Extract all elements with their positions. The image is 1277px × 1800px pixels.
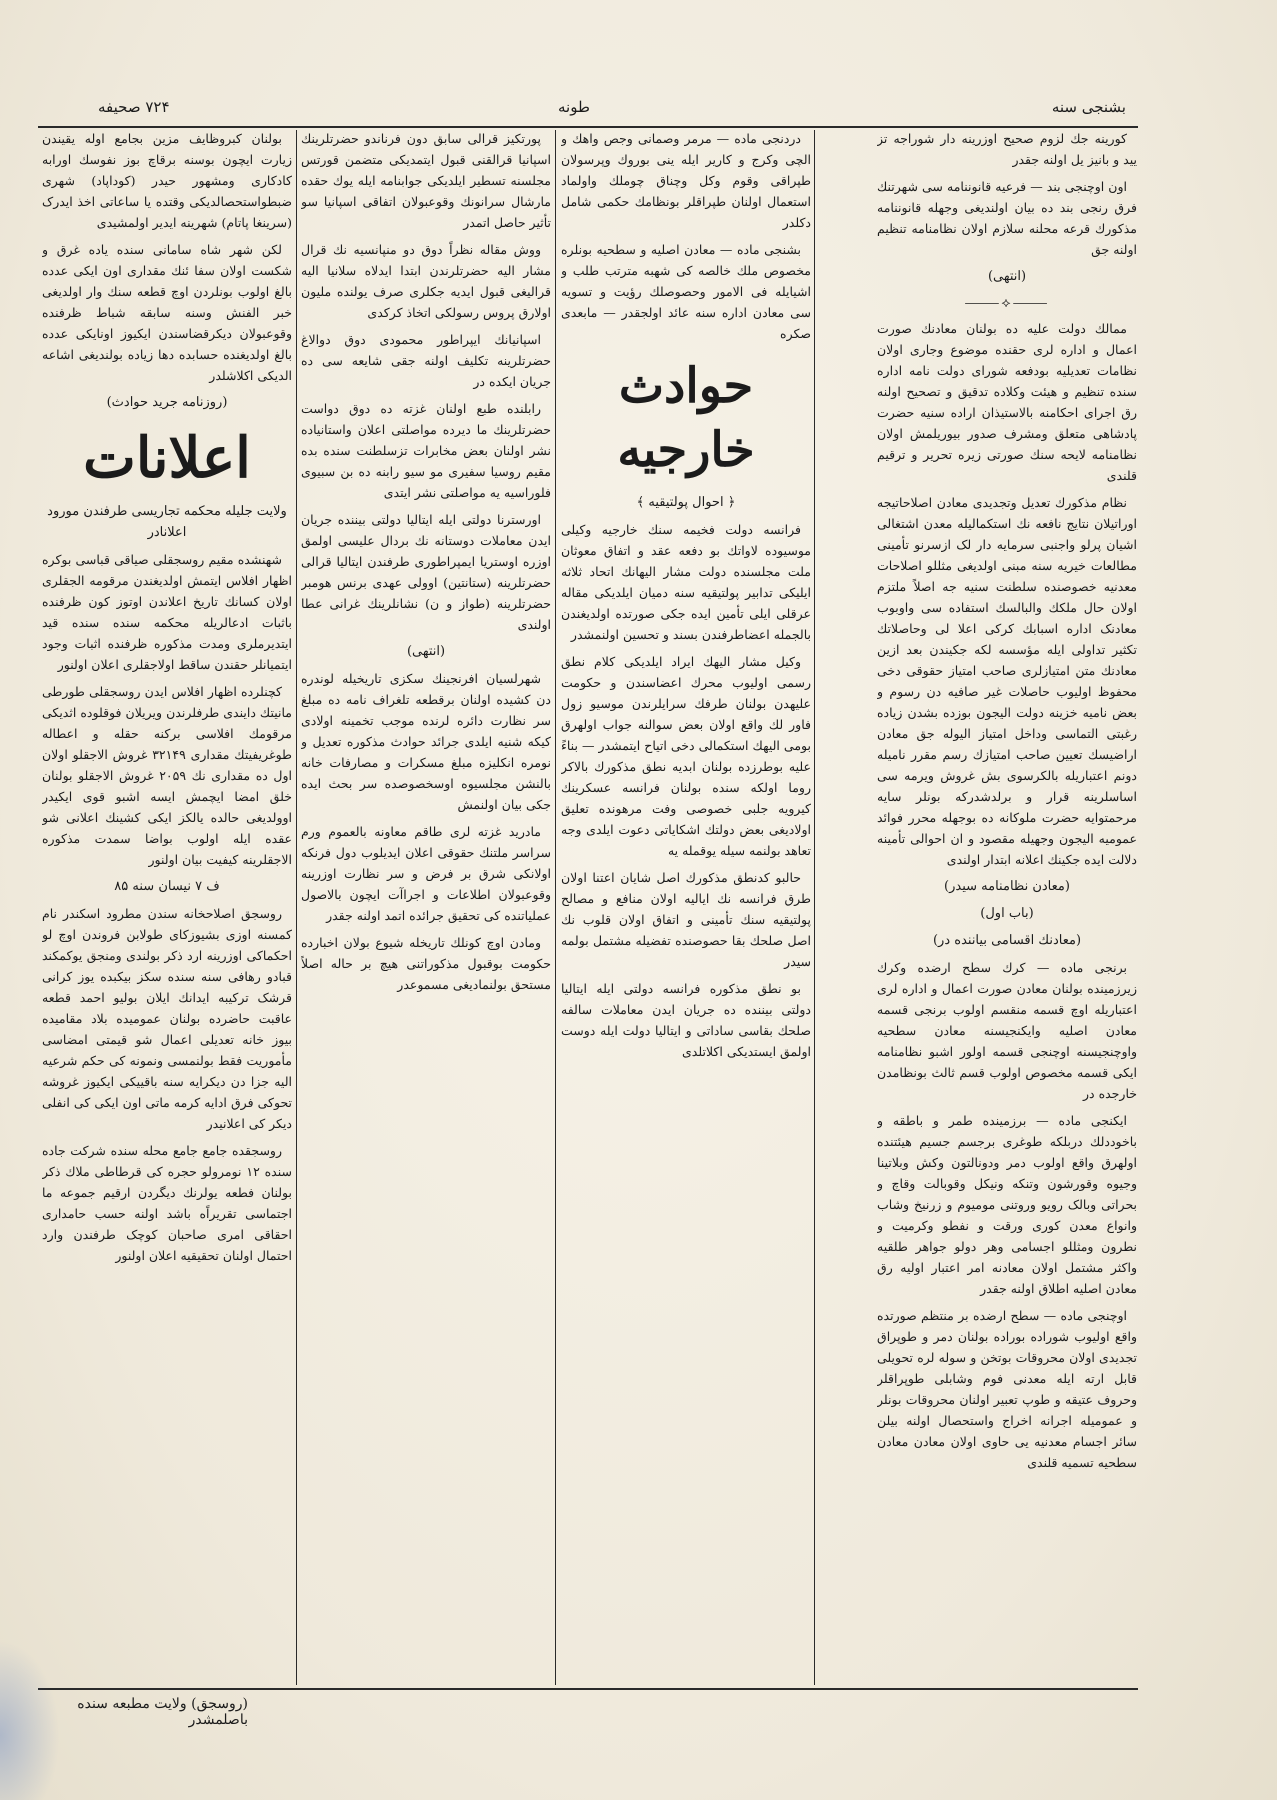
column-2 (42, 128, 292, 1683)
ad-item: کچنلرده اظهار افلاس ایدن روسجقلی طورطی مانیتك دایندی طرفلرندن ویریلان فوقلوده اثدیکی مرقومك افلاسی برکنه حقله و اعطاله طوغریفیتك مقداری ۳۲۱۴۹ غروش الاجقلو اولان اول ده مقداری نك ۲۰۵۹ غروش الاجقلو بولنان خلق امضا ایچمش ایسه اشبو قوی ایکیدر اوولدیغی حالده یالکز ایکی کشینك اعلانی شو عقده ایله اولوب بواضا سمدت مذکوره الاجقلرینه کیفیت بیان اولنور (42, 684, 292, 867)
paragraph: بو نطق مذکوره فرانسه دولتی ایله ایتالیا دولتی بیننده ده جریان ایدن معاملات سالفه صلحك بقاسی ساداتی و ایتالیا دولت ایله دوست اولمق ایستدیکی اکلاتلدی (561, 981, 811, 1059)
paragraph: اون اوچنجی بند — فرعیه قانوننامه سی شهرتنك فرق رنجی بند ده بیان اولندیغی وجهله قانوننامه مذکورك قرعه محلنه سلازم اولان نظامنامه تنظیم اولنه جق (877, 179, 1137, 257)
paragraph: اوچنجی ماده — سطح ارضده بر منتظم صورتده واقع اولیوب شوراده بوراده بولنان دمر و طوپراق تجدیدی اولان محروقات بوتخن و سوله لره تحویلی قابل ارته ایله معدنی فوم وشابلی طوپراقلر وحروف عتیقه و طوپ تعبیر اولنان محروقات بونلر و عمومیله اجرانه اخراج واستحصال اولنه بیلن سائر اجسام معدنیه یی حاوی اولان معادن معادن سطحیه تسمیه قلندی (877, 1308, 1137, 1470)
column-divider-3 (814, 130, 815, 1685)
end-marker: (انتهی) (987, 269, 1027, 284)
paragraph: رابلنده طبع اولنان غزته ده دوق دواست حضرتلرینك ما دیرده مواصلتی اعلان واستانیاده نشر اولنان بعض مخابرات تزسلطنت سنده بده مقیم روسیا سفیری مو سیو رابنه ده بن سبیوی فلوراسیه یه مواصلتی نشر ایتدی (301, 401, 551, 500)
paragraph: پورتکیز قرالی سابق دون فرناندو حضرتلرینك اسپانیا قرالقنی قبول ایتمدیکی متضمن قورتس مجلسنه تسطیر ایلدیکی جوابنامه ایله یوك حقده مارشال سرانونك وقوعبولان اتفاقی اسپانیا سو تأثیر حاصل اتمدر (301, 131, 551, 230)
ads-title: اعلانات (83, 425, 251, 491)
paragraph: اسپانیانك ایپراطور محمودی دوق دوالاغ حضرتلرینه تکلیف اولنه جقی شایعه سی ده جریان ایکده در (301, 332, 551, 389)
page-footer (38, 1692, 1138, 1728)
foreign-news-title: حوادث خارجیه (617, 358, 755, 478)
paragraph: دردنجی ماده — مرمر وصمانی وجص واهك و الچی وکرج و کاریر ایله ینی بوروك وپرسولان طپراقی وقوم وکل وچناق چوملك واولماد استعمال اولنان طپراقلر بونظامك حکمی شامل دکلدر (561, 131, 811, 230)
header-page-number: ۷۲۴ صحیفه (98, 98, 170, 116)
paragraph: نظام مذکورك تعدیل وتجدیدی معادن اصلاحاتیجه اوراتیلان نتایج نافعه نك استکمالیله معدن اشتغالی اشیان پرلو واجنبی سرمایه دار لک ازسرنو تأمینی مطالعات خیریه سنه مبنی اولدیغی مثللو اصلاحات معدنیه خصوصنده سلطنت سنیه جه اصلاً ملتزم اولان حال ملکك والبالسك استفاده سی واوبوب معادنک اداره اسبابك کرکی اعلا لی وحاصلاتك تکثیر تداولی ایله مؤسسه لکه جکیندن بعد ازین معادنك متن امتیازلری صاحب امتیاز حقوقی دخی محفوظ اولیوب حاصلات غیر صافیه دن رسوم و بعض نامیه خزینه دولت الیجون بوزده بشدن زیاده رغبتی التماسی وداخل امتیاز الیوله جق معادن اراضیسك تعیین صاحب امتیازك رسم مقرر نامیله دونم اعتباریله بالکرسوی بش غروش ویرمه سی اساسلرینه قرار و برلدشدرکه بونلر سایه مرحمتوایه حضرت ملوکانه ده بوجهله محرر فوائد عمومیه الیجون وجهیله مقصود و ان احوالی تأمینه دلالت ایده جکینك اعلانه ابتدار اولندی (877, 495, 1137, 867)
ads-subtitle: ولایت جلیله محکمه تجاریسی طرفندن مورود اعلانادر (47, 504, 287, 540)
paragraph: شهرلسیان افرنجینك سکزی تاریخیله لوندره دن کشیده اولنان برقطعه تلغراف نامه ده مبلغ سر نظارت دائره لرنده موجب تخمینه اولادی کیکه شنیه ایلدی جرائد حوادث مذکوره تعدیل و نومره انكلیزه مبلغ مسکرات و مصارفات خانه بالنشن مجلسیوه اوسخصوصده سر بحث ایده جکی بیان اولنمش (301, 671, 551, 812)
column-divider-2 (555, 130, 556, 1685)
paragraph: ایکنجی ماده — برزمینده طمر و باطقه و باخوددلك دربلکه طوغری برجسم جسیم هیئتنده اولهرق واقع اولوب دمر ودونالتون وکش وبلاتینا وجیوه وقورشون وتنکه ونیکل وقوبالت وقاچ و بحراتی وبالک رویو وروتنی مومیوم و زرنیخ وشاب وانواع معدن کوری ورقت و نفطو وکرمیت و نطرون ومثللو اجسامی وهر دولو جواهر طلقیه واکثر مشتمل اولان معادنه امر اعتبار اولیه رق معادن اصلیه اطلاق اولنه جقدر (877, 1113, 1137, 1296)
ink-smudge (0, 1640, 60, 1800)
footer-rule (38, 1688, 1138, 1690)
ad-date: ف ۷ نیسان سنه ۸۵ (114, 879, 220, 894)
paragraph: ممالك دولت علیه ده بولنان معادنك صورت اعمال و اداره لری حقنده موضوع وجاری اولان نظامات تعدیلیه بودفعه شورای دولت نامه اداره سنده تنظیم و هیئت وکلاده تدقیق و تصحیح اولنه رق اجرای احکامنه بالاستیذان اراده سنیه حضرت پادشاهی متعلق ومشرف صدور بیوریلمش اولان نظامنامه لایحه سنك صورتی زیره تحریر و ترقیم قلندی (877, 321, 1137, 483)
paragraph: بشنجی ماده — معادن اصلیه و سطحیه بونلره مخصوص ملك خالصه كی شهبه مترتب طلب و اشیایله فی الامور وحصوصلك رؤیت و تسویه سی معادن اداره سنه عائد اولجقدر — مابعدی صکره (561, 242, 811, 341)
column-3 (301, 128, 551, 1683)
paragraph: برنجی ماده — کرك سطح ارضده وکرك زیرزمینده بولنان معادن صورت اعمال و اداره لری اعتباریله اوچ قسمه منقسم اولوب برنجی قسمه معادن اصلیه وایکنجیسنه معادن سطحیه واوچنجیسنه اوچنجی قسمه اولور اشبو نظامنامه ایکی قسمه مخصوص اولوب قسم ثالث بونظامدن خارجده در (877, 960, 1137, 1101)
ornament-divider: ⸻⟡⸻ (964, 295, 1050, 311)
paragraph: بولنان کبروظایف مزین بجامع اوله یقیندن زیارت ایچون بوسنه برقاچ بوز نفوسك اورابه کادکاری ومشهور حیدر (کوداپاد) شهری ضبطواستحصالدیکی وقتده یا ساعاتی اخذ ایدرک (سرینغا پاتام) شهرینه ایدیر اولمشیدی (42, 131, 292, 230)
paragraph: وکیل مشار الیهك ایراد ایلدیکی کلام نطق رسمی اولیوب محرك اعضاسندن و حکومت علیهدن بولنان طرفك سرایلرندن موسیو زول فاور لك واقع اولان بعض سوالنه جواب اولهرق بومی الیهك استکمالی دخی اتیاح ایتمشدر — بناءً علیه بوطرزده بولنان ابدیه نطق مذکورك بالاكر روما اولكه سنده بولنان فرانسه عسكرینك كیرویه جلبی خصوصی وفت مرهونده تعلیق اولادیغی بعض دولتك اشكاياتی دعوت ایلدی وجه تعاهد بولنمه سیله یوقمله یه (561, 654, 811, 858)
page-header (38, 92, 1138, 128)
paragraph: حالبو کدنطق مذکورك اصل شایان اعتنا اولان طرق فرانسه نك ایالیه اولان منافع و مصالح پولتیقیه سنك تأمینی و اتفاق اولان قلوب نك اصل صلحك بقا حصوصنده تفضیله مشتمل بولمه سیدر (561, 870, 811, 969)
paragraph: فرانسه دولت فخیمه سنك خارجیه وكيلی موسیوده لاواتك بو دفعه عقد و اتفاق معوثان ملت مجلسنده دولت مشار الیهانك اتحاد ثلاثه ايلیکی تدابیر پولتیقیه سنه دمیان ایلدیکی مقاله عرقلی ایلی تأمین ایده جکی صورتده اولدیغندن بالجمله اعضاطرفندن بسند و تحسین اولنمشدر (561, 522, 811, 642)
end-marker: (انتهی) (406, 644, 446, 659)
column-5 (877, 128, 1137, 1683)
section-heading: (باب اول) (980, 906, 1034, 921)
paragraph: مادرید غزته لری طاقم معاونه بالعموم ورم سراسر ملتنك حقوقی اعلان ایدیلوب دول فرنكه اولانکی شرق بر فرض و سر نظارت اوزرینه وقوعبولان اطلاعات و اجراآت ایچون بالاصول عملیاتنده کی تحقیق جرائده اتمد اولنه جقدر (301, 824, 551, 923)
section-heading: (معادن نظامنامه سیدر) (944, 879, 1070, 894)
paragraph: لکن شهر شاه سامانی سنده یاده غرق و شکست اولان سفا ئنك مقداری اون ایکی عدده بالغ اولوب بونلردن اوچ قطعه سنك وار اولدیغی خبر الفنش وسنه سابقه شباط ظرفنده وقوعبولان دیکرقضاسندن ایکیوز اونایکی عدده بالغ اولدیغنده حسابده دها زیاده بولندیغی اشاعه الدیکی اکلاشلدر (42, 242, 292, 383)
paragraph: کورینه جك لزوم صحیح اوزرینه دار شوراجه تز یید و بانیز یل اولنه جقدر (877, 131, 1137, 167)
ad-item: شهنشده مقیم روسجقلی صیاقی قباسی بوکره اظهار افلاس ایتمش اولدیغندن مرقومه الجقلری اولان کسانك تاریخ اعلاندن اوتوز کون ظرفنده باثبات ادعالریله محکمه سنده سنده قید ایتدیرملری ومدت مذکوره ظرفنده اثبات وجود ایتمیانلر حقندن ساقط اولاجقلری اعلان اولنور (42, 552, 292, 672)
section-heading: (معادنك اقسامی بیاننده در) (932, 933, 1082, 948)
paragraph: ومادن اوچ كونلك تاریخله شیوع بولان اخبارده حکومت بوقبول مذکوراتنی هیچ بر حاله اصلاً مستحق بولنمادیغی مسموعدر (301, 935, 551, 992)
column-4 (561, 128, 811, 1683)
section-label: ﴿ احوال پولتیقیه ﴾ (636, 495, 736, 510)
printer-imprint: (روسجق) ولایت مطبعه سنده باصلمشدر (77, 1696, 248, 1728)
header-paper-name: طونه (558, 98, 590, 116)
paragraph: ووش مقاله نظراً دوق دو منپانسیه نك قرال مشار الیه حضرتلرندن ابتدا ایدلاه سلانیا الیه قرالیغی قبول ایدیه جکلری صرف یولنده ملیون اولارق پروس رسولکی اتخاذ کرکدی (301, 242, 551, 320)
header-year: بشنجی سنه (1051, 98, 1126, 116)
paragraph: اورسترنا دولتی ایله ایتالیا دولتی بیننده جریان ایدن معاملات دوستانه نك بردال علیسی اولمق اوزره اوستریا ایمپراطوری طرفندن ایتالیا قرالی حضرتلرینه (ستانتین) اوولی عهدی برنس هومبر حضرتلرینه (طواز و ن) نشانلرینك غرانی عطا اولندی (301, 512, 551, 632)
ad-item: روسجقده جامع جامع محله سنده شرکت جاده سنده ۱۲ نومرولو حجره کی قرطاطی ملاك ذکر بولنان فطعه یولرنك دیگردن ارقیم جموعه ما اجتماسی تقریراًه باشد اولنه حسب حامداری احقاقی امری صاحبان کوچک طرفندن وارد احتمال اولنان تحقیقیه اعلان اولنور (42, 1143, 292, 1263)
source-credit: (روزنامه جرید حوادث) (106, 395, 228, 410)
ad-item: روسجق اصلاحخانه سندن مطرود اسکندر نام کمسنه اوزی بشیوزکای طولابن فروندن اوچ لو احكماكی اوزرینه ارد ذکر بولندی ومنجق یوکمکند قبادو رهافی سنه سنده سکز بیکبده یوز کرانی قرشک ترکیبه ایدانك ایلان بولیو احمد قطعه عاقبت حاضرده بولنان عمومیده بلاد مقامیده بیوز خانه تعدیلی اعمال شو قیمتی امضاسی مأموریت فقط بولنمسی ونمونه کی حكم شرعیه الیه جزا دن دیکرایه سنه باقییکی ایکیوز غروشه تحوکی فرق ادایه کرمه ماتی اون ایکی کی انفلی دیکر کی اعلانیدر (42, 906, 292, 1131)
column-divider-1 (296, 130, 297, 1685)
